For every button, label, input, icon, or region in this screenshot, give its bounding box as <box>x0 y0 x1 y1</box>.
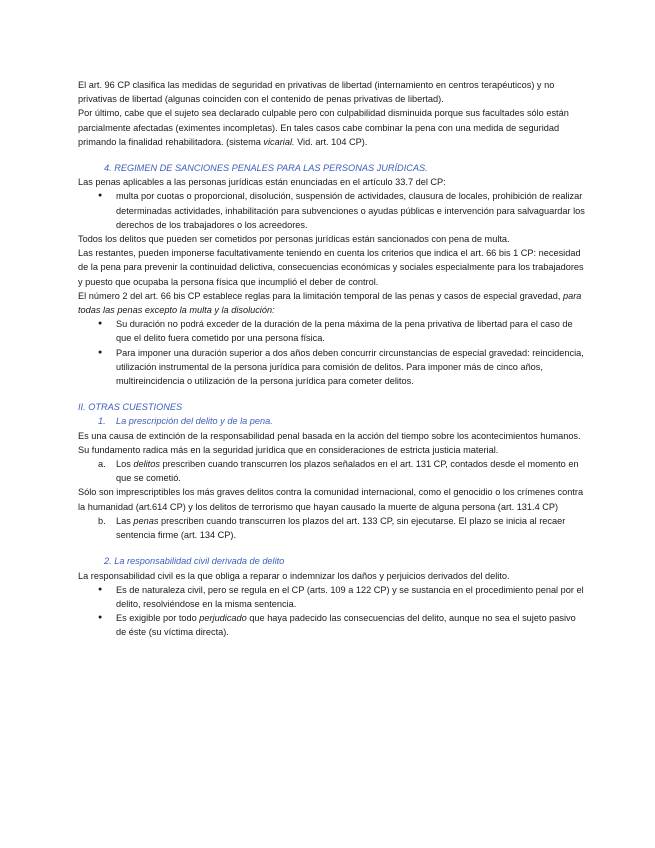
emphasis-vicarial: vicarial. <box>263 136 295 147</box>
text-run: El número 2 del art. 66 bis CP establece reglas para la limitación temporal de las penas y casos de especial gravedad, <box>78 290 563 301</box>
list-item: ● Su duración no podrá exceder de la duración de la pena máxima de la pena privativa de libertad para el caso de que el delito fuera cometido por una persona física. <box>78 317 585 345</box>
heading-number: 1. <box>98 416 106 427</box>
list-item-b <box>78 514 585 542</box>
text-run: prescriben cuando transcurren los plazos señalados en el art. 131 CP, contados desde el momento en que se cometió. <box>116 459 579 484</box>
emphasis-delitos: delitos <box>133 459 160 470</box>
paragraph-culpabilidad-disminuida <box>78 106 585 149</box>
heading-responsabilidad-civil: 2. La responsabilidad civil derivada de delito <box>104 556 285 567</box>
heading-regimen-sanciones: 4. REGIMEN DE SANCIONES PENALES PARA LAS PERSONAS JURÍDICAS. <box>104 163 428 174</box>
heading-text: La prescripción del delito y de la pena. <box>116 416 273 427</box>
text-run: Es exigible por todo <box>116 613 200 624</box>
list-marker: a. <box>98 459 106 470</box>
list-item: ● multa por cuotas o proporcional, disolución, suspensión de actividades, clausura de locales, prohibición de realizar determinadas actividades, inhabilitación para subvenciones o ayudas públicas e intervención para salvaguardar los derechos de los trabajadores o los acreedores. <box>78 189 585 232</box>
text-run: Por último, cabe que el sujeto sea declarado culpable pero con culpabilidad disminuida porque sus facultades sólo están parcialmente afectadas (eximentes incompletas). En tales casos cabe combinar la pena con una medida de seguridad primando la finalidad rehabilitadora. (sistema <box>78 108 569 147</box>
emphasis-excepto: para todas las penas excepto la multa y la disolución: <box>78 290 582 316</box>
paragraph-penas-intro: Las penas aplicables a las personas jurídicas están enunciadas en el artículo 33.7 del CP: <box>78 177 446 188</box>
paragraph-imprescriptibles: Sólo son imprescriptibles los más graves delitos contra la comunidad internacional, como el genocidio o los crímenes contra la humanidad (art.614 CP) y los delitos de terrorismo que hayan causado la muerte de alguna persona (art. 131.4 CP) <box>78 487 584 512</box>
list-item: ● Es de naturaleza civil, pero se regula en el CP (arts. 109 a 122 CP) y se sustancia en el procedimiento penal por el delito, resolviéndose en la misma sentencia. <box>78 583 585 611</box>
text-run: Las <box>116 515 134 526</box>
emphasis-penas: penas <box>133 515 159 526</box>
paragraph-todos-delitos: Todos los delitos que pueden ser cometidos por personas jurídicas están sancionados con pena de multa. <box>78 234 510 245</box>
list-item: ● Para imponer una duración superior a dos años deben concurrir circunstancias de especial gravedad: reincidencia, utilización instrumental de la persona jurídica para comisión de delitos. Para imponer más de cinco años, multireincidencia o utilización de la persona jurídica para cometer delitos. <box>78 346 585 389</box>
paragraph-numero-2 <box>78 289 585 317</box>
text-run: Los <box>116 459 134 470</box>
bullet-list-civil <box>78 583 585 640</box>
list-item <box>78 611 585 639</box>
text-run: prescriben cuando transcurren los plazos del art. 133 CP, sin ejecutarse. El plazo se inicia al recaer sentencia firme (art. 134 CP). <box>116 515 566 541</box>
bullet-list-penas <box>78 189 585 232</box>
paragraph-responsabilidad-civil: La responsabilidad civil es la que obliga a reparar o indemnizar los daños y perjuicios derivados del delito. <box>78 570 510 581</box>
heading-prescripcion <box>98 414 585 428</box>
emphasis-perjudicado: perjudicado <box>199 613 247 624</box>
list-item-a <box>78 457 585 485</box>
paragraph-restantes: Las restantes, pueden imponerse facultativamente teniendo en cuenta los criterios que indica el art. 66 bis 1 CP: necesidad de la pena para prevenir la continuidad delictiva, consecuencias económicas y sociales especialmente para los trabajadores y puesto que ocupaba la persona física que incumplió el deber de control. <box>78 248 584 287</box>
text-run: que haya padecido las consecuencias del delito, aunque no sea el sujeto pasivo de éste (su víctima directa). <box>116 613 576 638</box>
paragraph-extincion: Es una causa de extinción de la responsabilidad penal basada en la acción del tiempo sobre los acontecimientos humanos. Su fundamento radica más en la seguridad jurídica que en consideraciones de estricta justicia material. <box>78 430 581 455</box>
text-run: Vid. art. 104 CP). <box>294 136 368 147</box>
bullet-list-limitacion <box>78 317 585 388</box>
heading-otras-cuestiones: II. OTRAS CUESTIONES <box>78 402 183 413</box>
list-marker: b. <box>98 515 106 526</box>
paragraph-medidas-seguridad: El art. 96 CP clasifica las medidas de seguridad en privativas de libertad (internamiento en centros terapéuticos) y no privativas de libertad (algunas coinciden con el contenido de penas privativas de libertad). <box>78 80 555 105</box>
